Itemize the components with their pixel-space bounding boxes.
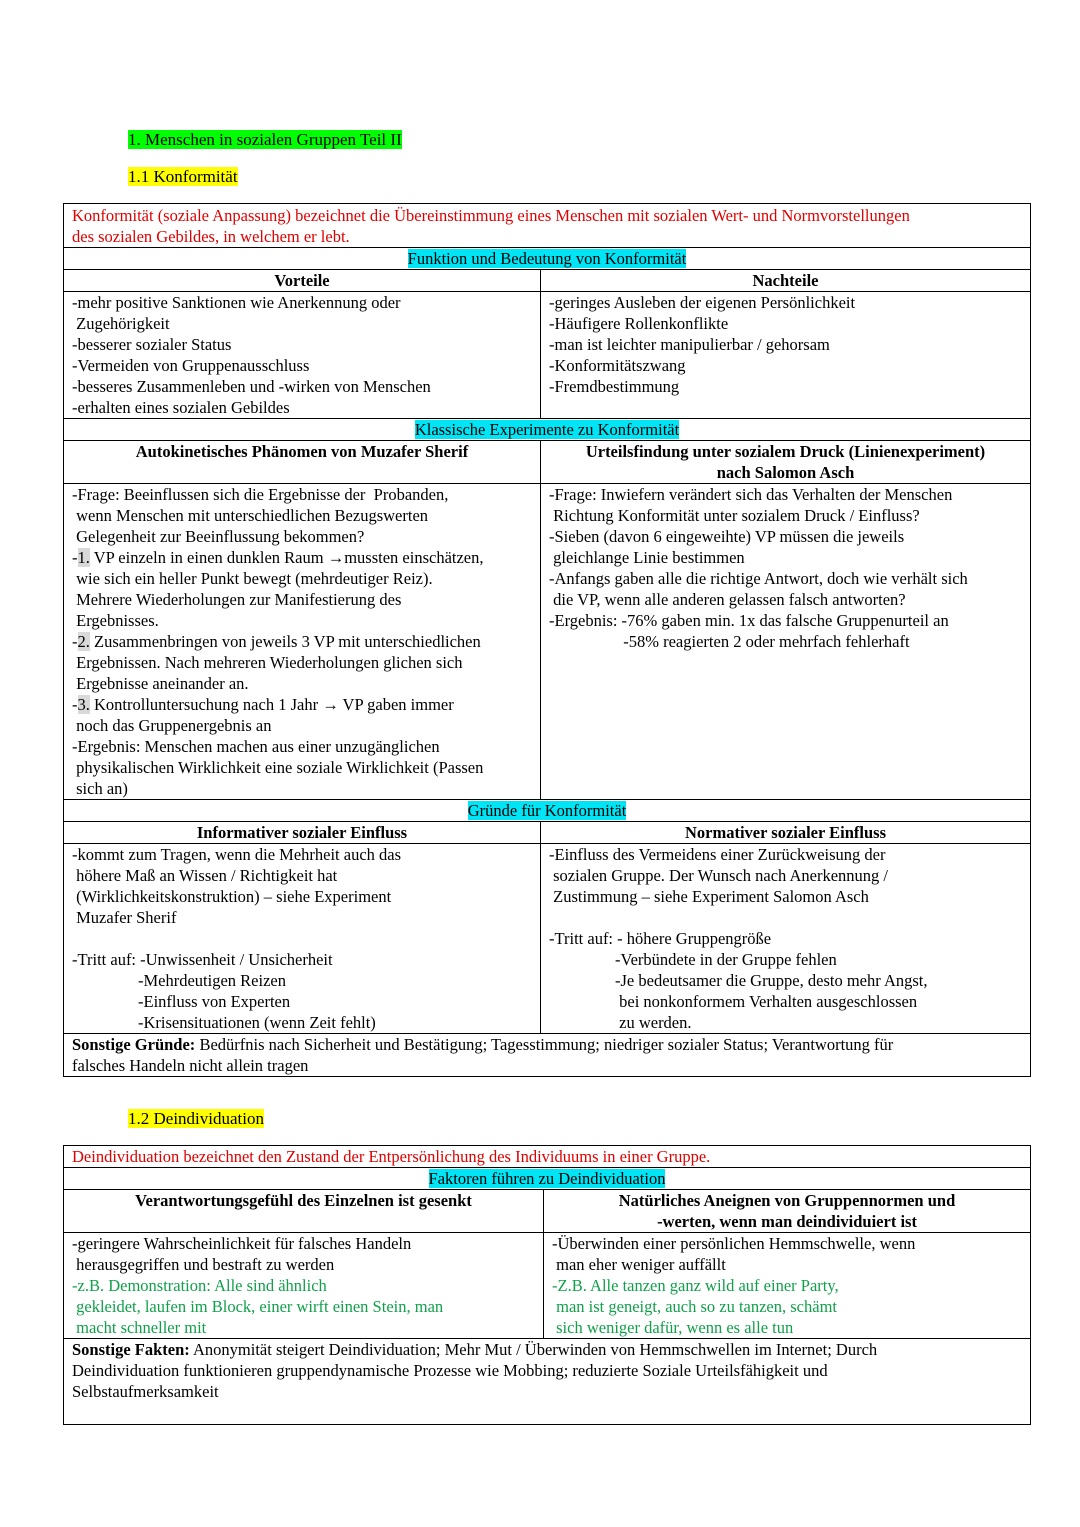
nachteile-list: -geringes Ausleben der eigenen Persönlichkeit -Häufigere Rollenkonflikte -man ist leichter manipulierbar / gehorsam -Konformitätszwang -Fremdbestimmung: [541, 292, 1031, 419]
gruende-header: Gründe für Konformität: [64, 800, 1031, 822]
gruppennormen-header: Natürliches Aneignen von Gruppennormen und -werten, wenn man deindividuiert ist: [544, 1190, 1031, 1233]
sherif-experiment: -Frage: Beeinflussen sich die Ergebnisse der Probanden, wenn Menschen mit unterschiedlichen Bezugswerten Gelegenheit zur Beeinflussung bekommen? -1. VP einzeln in einen dunklen Raum →mussten einschätzen, wie sich ein heller Punkt bewegt (mehrdeutiger Reiz). Mehrere Wiederholungen zur Manifestierung des Ergebnisses. -2. Zusammenbringen von jeweils 3 VP mit unterschiedlichen Ergebnissen. Nach mehreren Wiederholungen glichen sich Ergebnisse aneinander an. -3. Kontrolluntersuchung nach 1 Jahr → VP gaben immer noch das Gruppenergebnis an -Ergebnis: Menschen machen aus einer unzugänglichen physikalischen Wirklichkeit eine soziale Wirklichkeit (Passen sich an): [64, 484, 541, 800]
norm-einfluss: -Einfluss des Vermeidens einer Zurückweisung der sozialen Gruppe. Der Wunsch nach Anerkennung / Zustimmung – siehe Experiment Salomon Asch -Tritt auf: - höhere Gruppengröße -Verbündete in der Gruppe fehlen -Je bedeutsamer die Gruppe, desto mehr Angst, bei nonkonformem Verhalten ausgeschlossen zu werden.: [541, 844, 1031, 1034]
section-heading-1: 1. Menschen in sozialen Gruppen Teil II: [128, 130, 402, 149]
gruppennormen-text: -Überwinden einer persönlichen Hemmschwelle, wenn man eher weniger auffällt -Z.B. Alle tanzen ganz wild auf einer Party, man ist geneigt, auch so zu tanzen, schämt sich weniger dafür, wenn es alle tun: [544, 1233, 1031, 1339]
asch-experiment: -Frage: Inwiefern verändert sich das Verhalten der Menschen Richtung Konformität unter sozialem Druck / Einfluss? -Sieben (davon 6 eingeweihte) VP müssen die jeweils gleichlange Linie bestimmen -Anfangs gaben alle die richtige Antwort, doch wie verhält sich die VP, wenn alle anderen gelassen falsch antworten? -Ergebnis: -76% gaben min. 1x das falsche Gruppenurteil an -58% reagierten 2 oder mehrfach fehlerhaft: [541, 484, 1031, 800]
verantwortung-header: Verantwortungsgefühl des Einzelnen ist gesenkt: [64, 1190, 544, 1233]
konformitaet-table: [63, 203, 1031, 1077]
sonstige-fakten: Sonstige Fakten: Anonymität steigert Deindividuation; Mehr Mut / Überwinden von Hemmschwellen im Internet; Durch Deindividuation funktionieren gruppendynamische Prozesse wie Mobbing; reduzierte Soziale Urteilsfähigkeit und Selbstaufmerksamkeit: [64, 1339, 1031, 1425]
norm-header: Normativer sozialer Einfluss: [541, 822, 1031, 844]
konformitaet-definition: Konformität (soziale Anpassung) bezeichnet die Übereinstimmung eines Menschen mit sozialen Wert- und Normvorstellungen des sozialen Gebildes, in welchem er lebt.: [64, 204, 1031, 248]
verantwortung-text: -geringere Wahrscheinlichkeit für falsches Handeln herausgegriffen und bestraft zu werden -z.B. Demonstration: Alle sind ähnlich gekleidet, laufen im Block, einer wirft einen Stein, man macht schneller mit: [64, 1233, 544, 1339]
vorteile-list: -mehr positive Sanktionen wie Anerkennung oder Zugehörigkeit -besserer sozialer Status -Vermeiden von Gruppenausschluss -besseres Zusammenleben und -wirken von Menschen -erhalten eines sozialen Gebildes: [64, 292, 541, 419]
vorteile-header: Vorteile: [64, 270, 541, 292]
experimente-header: Klassische Experimente zu Konformität: [64, 419, 1031, 441]
section-heading-1-2: 1.2 Deindividuation: [128, 1109, 264, 1128]
section-heading-1-1: 1.1 Konformität: [128, 167, 238, 186]
sherif-header: Autokinetisches Phänomen von Muzafer Sherif: [64, 441, 541, 484]
sonstige-gruende: Sonstige Gründe: Bedürfnis nach Sicherheit und Bestätigung; Tagesstimmung; niedriger sozialer Status; Verantwortung für falsches Handeln nicht allein tragen: [64, 1034, 1031, 1077]
funktion-header: Funktion und Bedeutung von Konformität: [64, 248, 1031, 270]
deindividuation-definition: Deindividuation bezeichnet den Zustand der Entpersönlichung des Individuums in einer Gruppe.: [64, 1146, 1031, 1168]
asch-header: Urteilsfindung unter sozialem Druck (Linienexperiment) nach Salomon Asch: [541, 441, 1031, 484]
nachteile-header: Nachteile: [541, 270, 1031, 292]
info-einfluss: -kommt zum Tragen, wenn die Mehrheit auch das höhere Maß an Wissen / Richtigkeit hat (Wirklichkeitskonstruktion) – siehe Experiment Muzafer Sherif -Tritt auf: -Unwissenheit / Unsicherheit -Mehrdeutigen Reizen -Einfluss von Experten -Krisensituationen (wenn Zeit fehlt): [64, 844, 541, 1034]
faktoren-header: Faktoren führen zu Deindividuation: [64, 1168, 1031, 1190]
deindividuation-table: [63, 1145, 1031, 1425]
info-header: Informativer sozialer Einfluss: [64, 822, 541, 844]
